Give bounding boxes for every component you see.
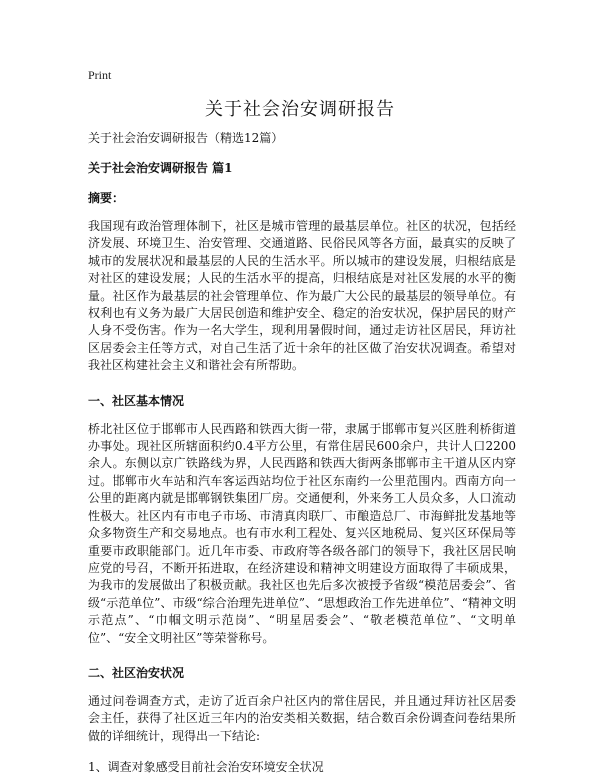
abstract-paragraph: 我国现有政治管理体制下，社区是城市管理的最基层单位。社区的状况，包括经济发展、环境卫生、治安管理、交通道路、民俗民风等各方面，最真实的反映了城市的发展状况和最基层的人民的生活水平。所以城市的建设发展，归根结底是对社区的建设发展；人民的生活水平的提高，归根结底是对社区发展的水平的衡量。社区作为最基层的社会管理单位、作为最广大公民的最基层的领导单位。有权利也有义务为最广大居民创造和维护安全、稳定的治安状况，保护居民的财产人身不受伤害。作为一名大学生，现利用暑假时间，通过走访社区居民，拜访社区居委会主任等方式，对自己生活了近十余年的社区做了治安状况调查。希望对我社区构建社会主义和谐社会有所帮助。 bbox=[88, 219, 516, 373]
community-security-paragraph: 通过问卷调查方式，走访了近百余户社区内的常住居民，并且通过拜访社区居委会主任，获得了社区近三年内的治安类相关数据，结合数百余份调查问卷结果所做的详细统计，现得出一下结论: bbox=[88, 693, 516, 743]
document-subtitle: 关于社会治安调研报告（精选12篇） bbox=[88, 131, 284, 145]
document-title: 关于社会治安调研报告 bbox=[205, 99, 395, 120]
abstract-label: 摘要： bbox=[88, 191, 125, 205]
community-basics-paragraph: 桥北社区位于邯郸市人民西路和铁西大街一带，隶属于邯郸市复兴区胜利桥街道办事处。现社区所辖面积约0.4平方公里，有常住居民600余户，共计人口2200余人。东侧以京广铁路线为界，人民西路和铁西大街两条邯郸市主干道从区内穿过。邯郸市火车站和汽车客运西站均位于社区东南约一公里范围内。西南方向一公里的距离内就是邯郸钢铁集团厂房。交通便利，外来务工人员众多，人口流动性极大。社区内有市电子市场、市清真肉联厂、市酿造总厂、市海鲜批发基地等众多物资生产和交易地点。也有市水利工程处、复兴区地税局、复兴区环保局等重要市政职能部门。近几年市委、市政府等各级各部门的领导下，我社区居民响应党的号召，不断开拓进取，在经济建设和精神文明建设方面取得了丰硕成果，为我市的发展做出了积极贡献。我社区也先后多次被授予省级“模范居委会”、省级“示范单位”、市级“综合治理先进单位”、“思想政治工作先进单位”、“精神文明示范点”、“巾帼文明示范岗”、“明星居委会”、“敬老模范单位”、“文明单位”、“安全文明社区”等荣誉称号。 bbox=[88, 421, 516, 645]
heading-community-basics: 一、社区基本情况 bbox=[88, 393, 185, 408]
section-title: 关于社会治安调研报告 篇1 bbox=[88, 161, 233, 175]
heading-community-security: 二、社区治安状况 bbox=[88, 665, 185, 680]
document-body bbox=[88, 128, 516, 777]
print-label: Print bbox=[88, 68, 112, 82]
list-item: 1、调查对象感受目前社会治安环境安全状况 bbox=[88, 760, 324, 775]
